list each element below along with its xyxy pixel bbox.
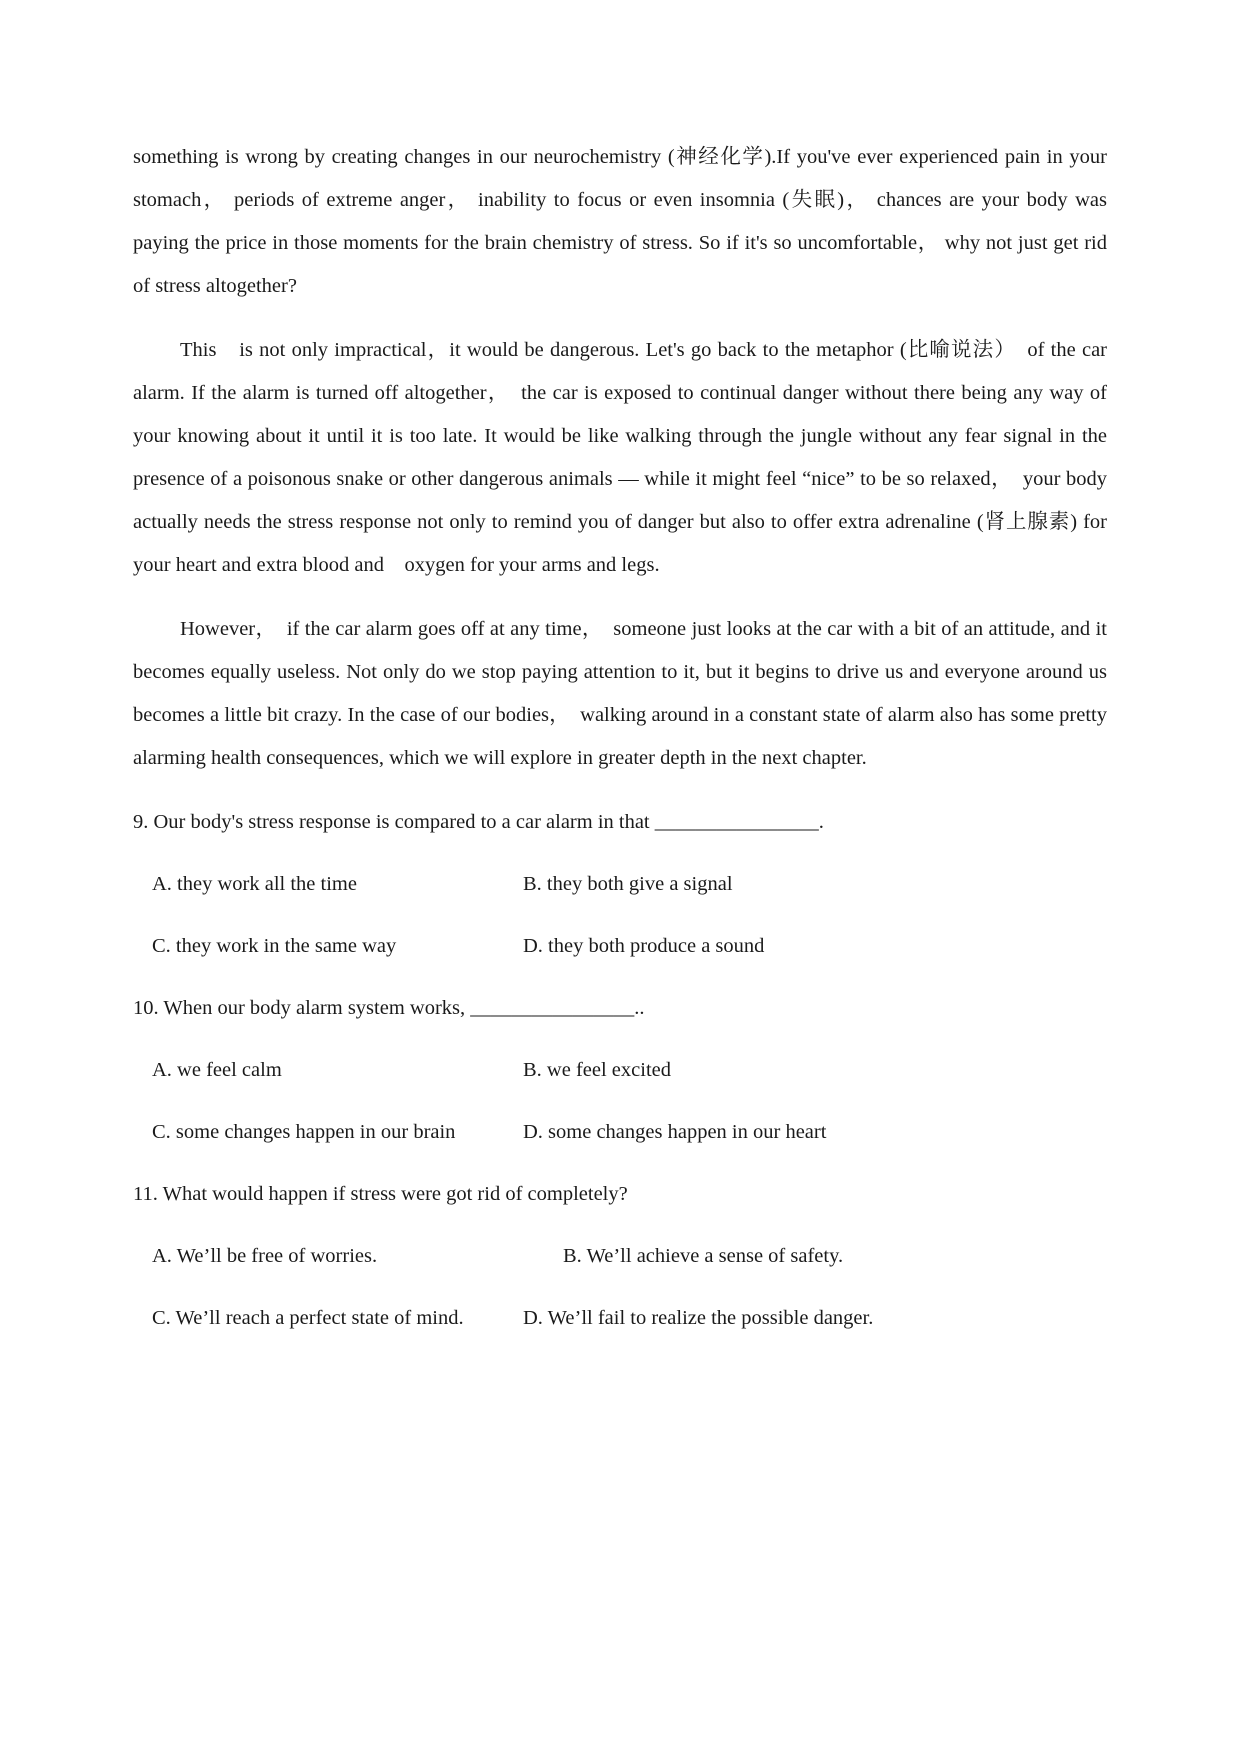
question-10-stem: 10. When our body alarm system works, ________________.. xyxy=(133,997,645,1019)
question-11-stem: 11. What would happen if stress were got rid of completely? xyxy=(133,1183,628,1205)
option-row xyxy=(152,1278,1107,1340)
option-row xyxy=(152,1216,1107,1278)
question-10-options xyxy=(133,1030,1107,1154)
question-9-option-a: A. they work all the time xyxy=(152,873,357,895)
question-11-options xyxy=(133,1216,1107,1340)
question-9-options xyxy=(133,844,1107,968)
question-10 xyxy=(133,987,1107,1154)
option-row xyxy=(152,906,1107,968)
question-11-option-c: C. We’ll reach a perfect state of mind. xyxy=(152,1307,464,1329)
question-9-option-b: B. they both give a signal xyxy=(523,873,733,895)
question-9 xyxy=(133,801,1107,968)
question-9-option-d: D. they both produce a sound xyxy=(523,935,765,957)
option-row xyxy=(152,1030,1107,1092)
passage-paragraph-2: This is not only impractical，it would be dangerous. Let's go back to the metaphor (比喻说法） of the car alarm. If the alarm is turned off altogether， the car is exposed to continual danger without there being any way of your knowing about it until it is too late. It would be like walking through the jungle without any fear signal in the presence of a poisonous snake or other dangerous animals — while it might feel “nice” to be so relaxed， your body actually needs the stress response not only to remind you of danger but also to offer extra adrenaline (肾上腺素) for your heart and extra blood and oxygen for your arms and legs. xyxy=(133,339,1107,576)
passage-paragraph-3: However， if the car alarm goes off at any time， someone just looks at the car with a bit of an attitude, and it becomes equally useless. Not only do we stop paying attention to it, but it begins to drive us and everyone around us becomes a little bit crazy. In the case of our bodies， walking around in a constant state of alarm also has some pretty alarming health consequences, which we will explore in greater depth in the next chapter. xyxy=(133,618,1107,769)
question-10-option-d: D. some changes happen in our heart xyxy=(523,1121,827,1143)
question-10-option-a: A. we feel calm xyxy=(152,1059,282,1081)
question-9-stem: 9. Our body's stress response is compared to a car alarm in that ________________. xyxy=(133,811,824,833)
question-10-option-c: C. some changes happen in our brain xyxy=(152,1121,456,1143)
option-row xyxy=(152,844,1107,906)
option-row xyxy=(152,1092,1107,1154)
question-11 xyxy=(133,1173,1107,1340)
question-11-option-a: A. We’ll be free of worries. xyxy=(152,1245,378,1267)
passage-paragraph-1: something is wrong by creating changes in our neurochemistry (神经化学).If you've ever experienced pain in your stomach， periods of extreme anger， inability to focus or even insomnia (失眠)， chances are your body was paying the price in those moments for the brain chemistry of stress. So if it's so uncomfortable， why not just get rid of stress altogether? xyxy=(133,146,1107,297)
question-9-option-c: C. they work in the same way xyxy=(152,935,397,957)
question-11-option-d: D. We’ll fail to realize the possible danger. xyxy=(523,1307,874,1329)
question-10-option-b: B. we feel excited xyxy=(523,1059,671,1081)
question-11-option-b: B. We’ll achieve a sense of safety. xyxy=(563,1245,844,1267)
